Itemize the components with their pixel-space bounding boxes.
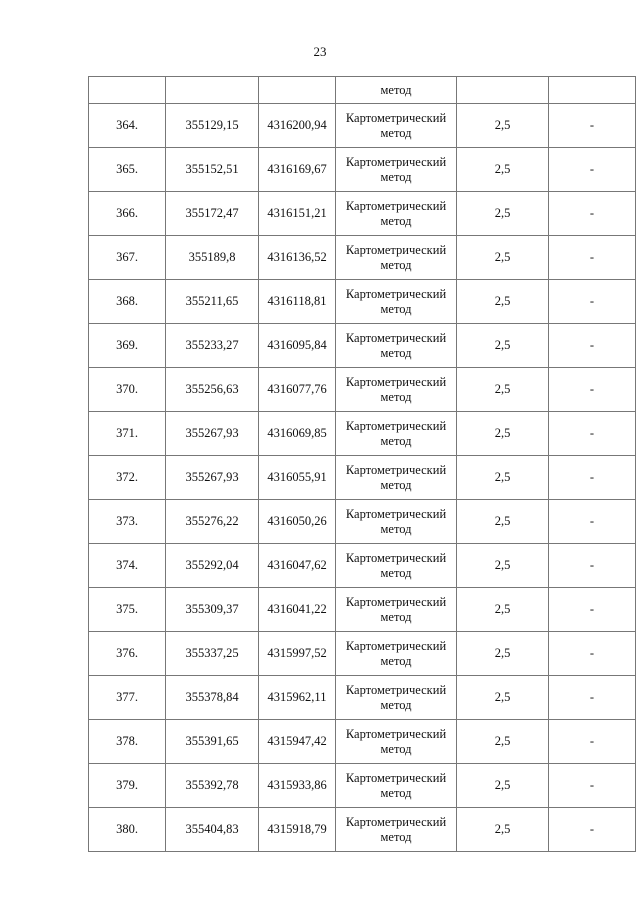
cell-method: Картометрический метод	[336, 412, 457, 456]
cell-accuracy: 2,5	[457, 456, 549, 500]
coordinates-table	[88, 76, 636, 852]
cell-x: 355392,78	[166, 764, 259, 808]
cell-x: 355276,22	[166, 500, 259, 544]
cell-method: Картометрический метод	[336, 104, 457, 148]
table-row	[89, 412, 636, 456]
cell-method: Картометрический метод	[336, 324, 457, 368]
cell-num: 371.	[89, 412, 166, 456]
cell-description: -	[549, 632, 636, 676]
table-row	[89, 324, 636, 368]
cell-x: 355267,93	[166, 412, 259, 456]
cell-description	[549, 77, 636, 104]
cell-accuracy: 2,5	[457, 544, 549, 588]
cell-accuracy: 2,5	[457, 148, 549, 192]
cell-method: Картометрический метод	[336, 192, 457, 236]
table-row	[89, 808, 636, 852]
cell-y: 4315962,11	[259, 676, 336, 720]
cell-x: 355309,37	[166, 588, 259, 632]
cell-num: 364.	[89, 104, 166, 148]
cell-num: 366.	[89, 192, 166, 236]
cell-num: 367.	[89, 236, 166, 280]
cell-description: -	[549, 192, 636, 236]
table-row	[89, 720, 636, 764]
cell-accuracy: 2,5	[457, 192, 549, 236]
cell-num: 378.	[89, 720, 166, 764]
cell-accuracy: 2,5	[457, 500, 549, 544]
cell-num: 374.	[89, 544, 166, 588]
cell-description: -	[549, 720, 636, 764]
cell-y: 4316041,22	[259, 588, 336, 632]
cell-y: 4315997,52	[259, 632, 336, 676]
cell-accuracy: 2,5	[457, 588, 549, 632]
table-row	[89, 148, 636, 192]
cell-accuracy: 2,5	[457, 104, 549, 148]
table-row	[89, 104, 636, 148]
table-row	[89, 764, 636, 808]
cell-y: 4316050,26	[259, 500, 336, 544]
cell-y: 4316136,52	[259, 236, 336, 280]
cell-x: 355267,93	[166, 456, 259, 500]
cell-accuracy: 2,5	[457, 808, 549, 852]
cell-accuracy: 2,5	[457, 236, 549, 280]
cell-method: Картометрический метод	[336, 544, 457, 588]
cell-y: 4316151,21	[259, 192, 336, 236]
cell-x: 355172,47	[166, 192, 259, 236]
cell-accuracy: 2,5	[457, 324, 549, 368]
table-row	[89, 280, 636, 324]
cell-accuracy: 2,5	[457, 280, 549, 324]
cell-description: -	[549, 412, 636, 456]
cell-method: Картометрический метод	[336, 632, 457, 676]
cell-method: Картометрический метод	[336, 808, 457, 852]
cell-y: 4315933,86	[259, 764, 336, 808]
cell-x: 355152,51	[166, 148, 259, 192]
cell-y: 4316055,91	[259, 456, 336, 500]
cell-accuracy: 2,5	[457, 764, 549, 808]
cell-y	[259, 77, 336, 104]
page-number: 23	[313, 44, 327, 59]
table-row	[89, 192, 636, 236]
cell-description: -	[549, 324, 636, 368]
cell-description: -	[549, 676, 636, 720]
cell-x: 355256,63	[166, 368, 259, 412]
cell-x: 355211,65	[166, 280, 259, 324]
cell-x: 355404,83	[166, 808, 259, 852]
table-row	[89, 588, 636, 632]
cell-description: -	[549, 368, 636, 412]
cell-description: -	[549, 808, 636, 852]
table-row	[89, 676, 636, 720]
cell-accuracy: 2,5	[457, 676, 549, 720]
table-row	[89, 236, 636, 280]
cell-description: -	[549, 236, 636, 280]
cell-y: 4316169,67	[259, 148, 336, 192]
cell-accuracy: 2,5	[457, 368, 549, 412]
cell-method: Картометрический метод	[336, 456, 457, 500]
cell-description: -	[549, 500, 636, 544]
cell-accuracy: 2,5	[457, 412, 549, 456]
cell-method: Картометрический метод	[336, 720, 457, 764]
table-row	[89, 456, 636, 500]
cell-method: Картометрический метод	[336, 280, 457, 324]
table-row	[89, 500, 636, 544]
cell-num: 370.	[89, 368, 166, 412]
cell-x: 355189,8	[166, 236, 259, 280]
cell-x: 355292,04	[166, 544, 259, 588]
cell-method: Картометрический метод	[336, 764, 457, 808]
table-row	[89, 544, 636, 588]
cell-description: -	[549, 764, 636, 808]
cell-x: 355378,84	[166, 676, 259, 720]
cell-accuracy: 2,5	[457, 720, 549, 764]
cell-x	[166, 77, 259, 104]
cell-method: Картометрический метод	[336, 236, 457, 280]
cell-num: 380.	[89, 808, 166, 852]
cell-y: 4315918,79	[259, 808, 336, 852]
cell-method: Картометрический метод	[336, 148, 457, 192]
cell-num: 375.	[89, 588, 166, 632]
cell-description: -	[549, 280, 636, 324]
cell-y: 4316069,85	[259, 412, 336, 456]
cell-num	[89, 77, 166, 104]
cell-description: -	[549, 456, 636, 500]
cell-y: 4316118,81	[259, 280, 336, 324]
cell-method: Картометрический метод	[336, 676, 457, 720]
cell-method: Картометрический метод	[336, 368, 457, 412]
cell-y: 4316095,84	[259, 324, 336, 368]
cell-x: 355129,15	[166, 104, 259, 148]
cell-description: -	[549, 148, 636, 192]
cell-num: 379.	[89, 764, 166, 808]
cell-num: 368.	[89, 280, 166, 324]
continuation-row	[89, 77, 636, 104]
cell-method: метод	[336, 77, 457, 104]
table-row	[89, 632, 636, 676]
cell-y: 4315947,42	[259, 720, 336, 764]
table-row	[89, 368, 636, 412]
cell-method: Картометрический метод	[336, 500, 457, 544]
cell-num: 376.	[89, 632, 166, 676]
cell-num: 373.	[89, 500, 166, 544]
cell-x: 355233,27	[166, 324, 259, 368]
cell-y: 4316077,76	[259, 368, 336, 412]
cell-accuracy: 2,5	[457, 632, 549, 676]
cell-y: 4316200,94	[259, 104, 336, 148]
cell-num: 365.	[89, 148, 166, 192]
cell-y: 4316047,62	[259, 544, 336, 588]
cell-description: -	[549, 588, 636, 632]
cell-method: Картометрический метод	[336, 588, 457, 632]
cell-accuracy	[457, 77, 549, 104]
cell-description: -	[549, 544, 636, 588]
cell-description: -	[549, 104, 636, 148]
cell-x: 355391,65	[166, 720, 259, 764]
cell-num: 369.	[89, 324, 166, 368]
cell-num: 377.	[89, 676, 166, 720]
cell-x: 355337,25	[166, 632, 259, 676]
coordinates-table-body	[89, 77, 636, 852]
cell-num: 372.	[89, 456, 166, 500]
